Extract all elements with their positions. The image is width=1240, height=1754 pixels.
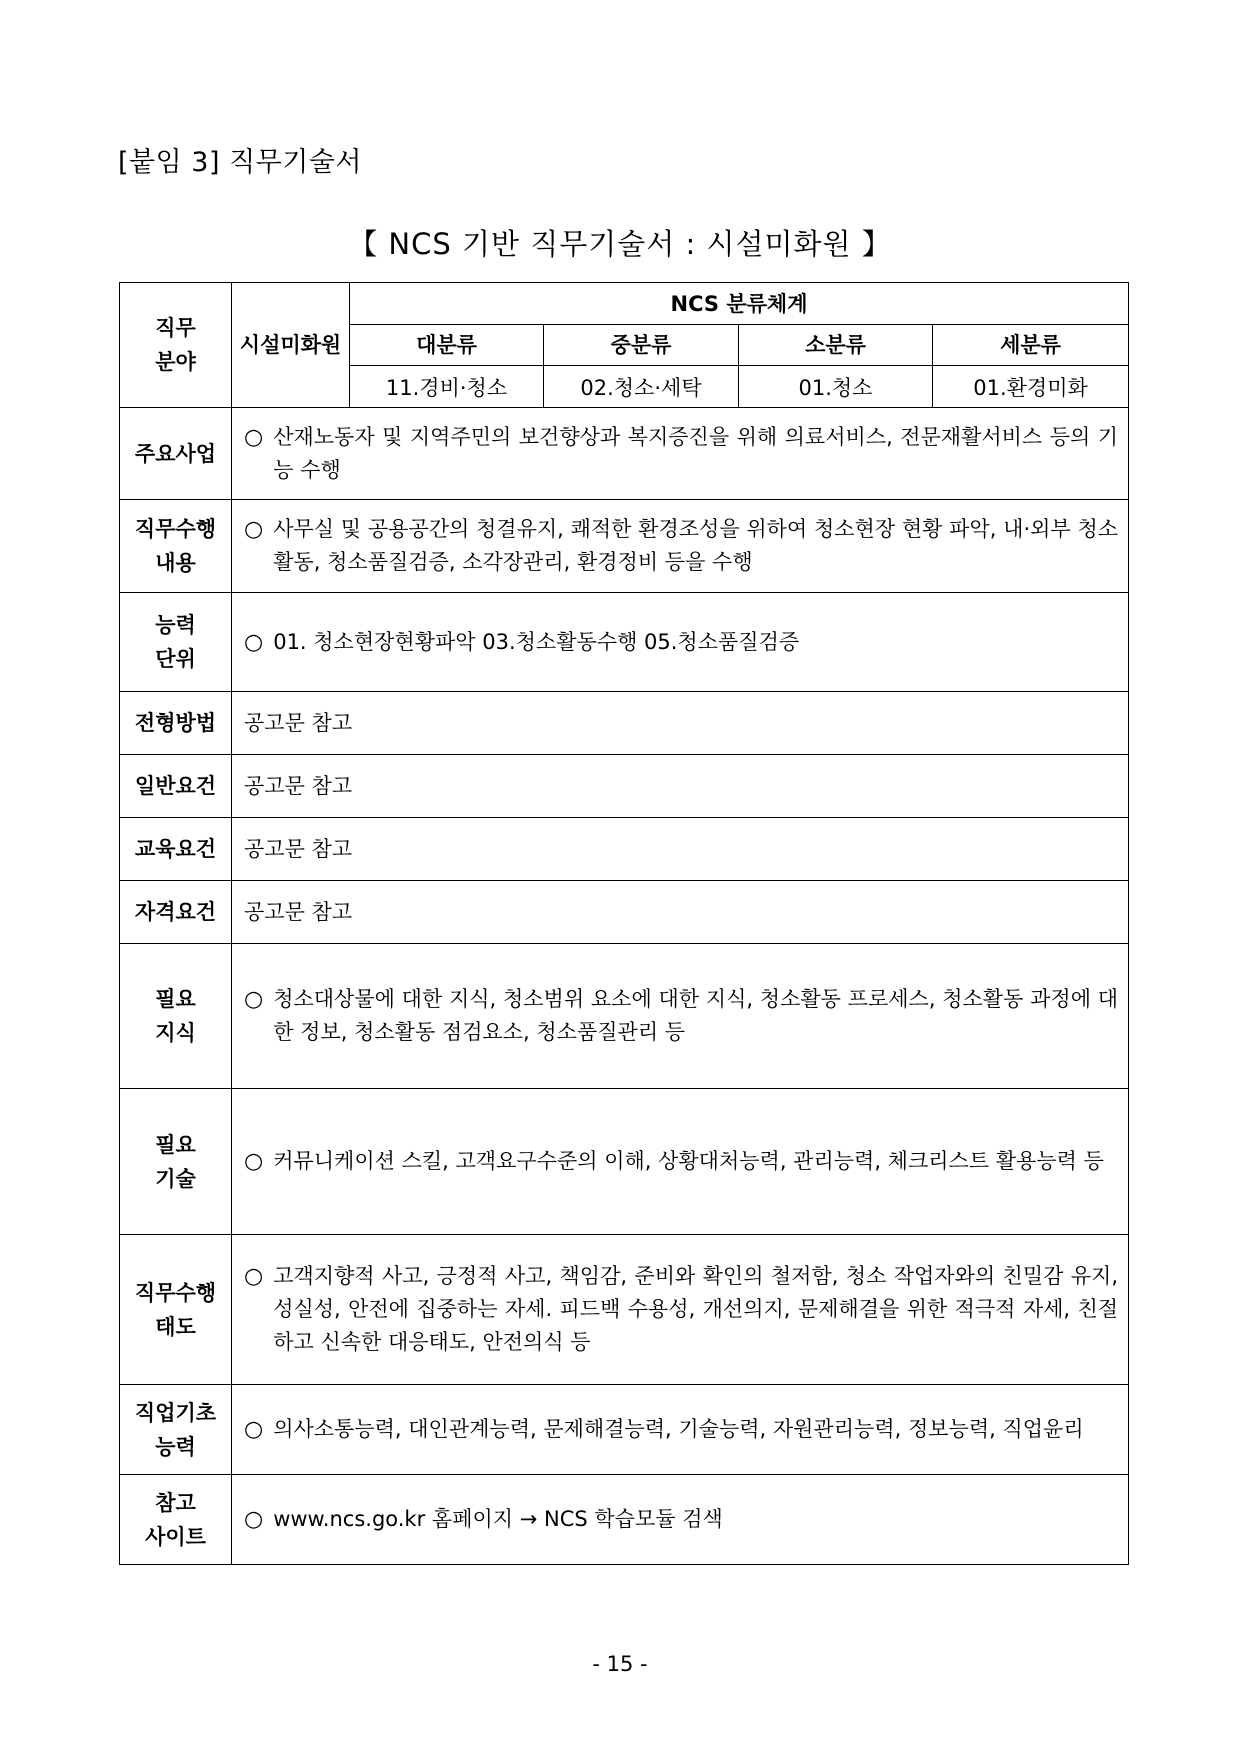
cat-header-minor: 소분류	[739, 325, 933, 366]
ncs-header: NCS 분류체계	[350, 283, 1129, 325]
field-label: 직무 분야	[120, 283, 232, 408]
general-label: 일반요건	[120, 755, 232, 818]
qualification-label: 자격요건	[120, 881, 232, 944]
cat-value-minor: 01.청소	[739, 366, 933, 408]
general-content: 공고문 참고	[232, 755, 1129, 818]
document-title: 【 NCS 기반 직무기술서 : 시설미화원 】	[348, 227, 892, 261]
cat-header-detail: 세분류	[933, 325, 1129, 366]
cat-value-detail: 01.환경미화	[933, 366, 1129, 408]
basic-skills-label: 직업기초 능력	[120, 1385, 232, 1475]
reference-content: ○ www.ncs.go.kr 홈페이지 → NCS 학습모듈 검색	[232, 1475, 1129, 1565]
qualification-content: 공고문 참고	[232, 881, 1129, 944]
skills-content: ○ 커뮤니케이션 스킬, 고객요구수준의 이해, 상황대처능력, 관리능력, 체크리스트 활용능력 등	[232, 1089, 1129, 1235]
education-content: 공고문 참고	[232, 818, 1129, 881]
main-business-label: 주요사업	[120, 408, 232, 500]
selection-label: 전형방법	[120, 692, 232, 755]
cat-value-middle: 02.청소·세탁	[544, 366, 739, 408]
knowledge-label: 필요 지식	[120, 944, 232, 1089]
main-business-content: ○ 산재노동자 및 지역주민의 보건향상과 복지증진을 위해 의료서비스, 전문재활서비스 등의 기능 수행	[232, 408, 1129, 500]
knowledge-content: ○ 청소대상물에 대한 지식, 청소범위 요소에 대한 지식, 청소활동 프로세스, 청소활동 과정에 대한 정보, 청소활동 점검요소, 청소품질관리 등	[232, 944, 1129, 1089]
cat-header-major: 대분류	[350, 325, 544, 366]
basic-skills-content: ○ 의사소통능력, 대인관계능력, 문제해결능력, 기술능력, 자원관리능력, 정보능력, 직업윤리	[232, 1385, 1129, 1475]
ability-units-content: ○ 01. 청소현장현황파악 03.청소활동수행 05.청소품질검증	[232, 593, 1129, 692]
attitude-content: ○ 고객지향적 사고, 긍정적 사고, 책임감, 준비와 확인의 철저함, 청소 작업자와의 친밀감 유지, 성실성, 안전에 집중하는 자세. 피드백 수용성, 개선의지, 문제해결을 위한 적극적 자세, 친절하고 신속한 대응태도, 안전의식 등	[232, 1235, 1129, 1385]
field-job: 시설미화원	[232, 283, 350, 408]
cat-header-middle: 중분류	[544, 325, 739, 366]
attitude-label: 직무수행 태도	[120, 1235, 232, 1385]
page-number: - 15 -	[592, 1652, 648, 1676]
ability-units-label: 능력 단위	[120, 593, 232, 692]
reference-label: 참고 사이트	[120, 1475, 232, 1565]
skills-label: 필요 기술	[120, 1089, 232, 1235]
cat-value-major: 11.경비·청소	[350, 366, 544, 408]
education-label: 교육요건	[120, 818, 232, 881]
attachment-label: [붙임 3] 직무기술서	[118, 147, 362, 178]
duties-content: ○ 사무실 및 공용공간의 청결유지, 쾌적한 환경조성을 위하여 청소현장 현황 파악, 내·외부 청소활동, 청소품질검증, 소각장관리, 환경정비 등을 수행	[232, 500, 1129, 593]
duties-label: 직무수행 내용	[120, 500, 232, 593]
job-description-table	[119, 282, 1129, 1565]
selection-content: 공고문 참고	[232, 692, 1129, 755]
